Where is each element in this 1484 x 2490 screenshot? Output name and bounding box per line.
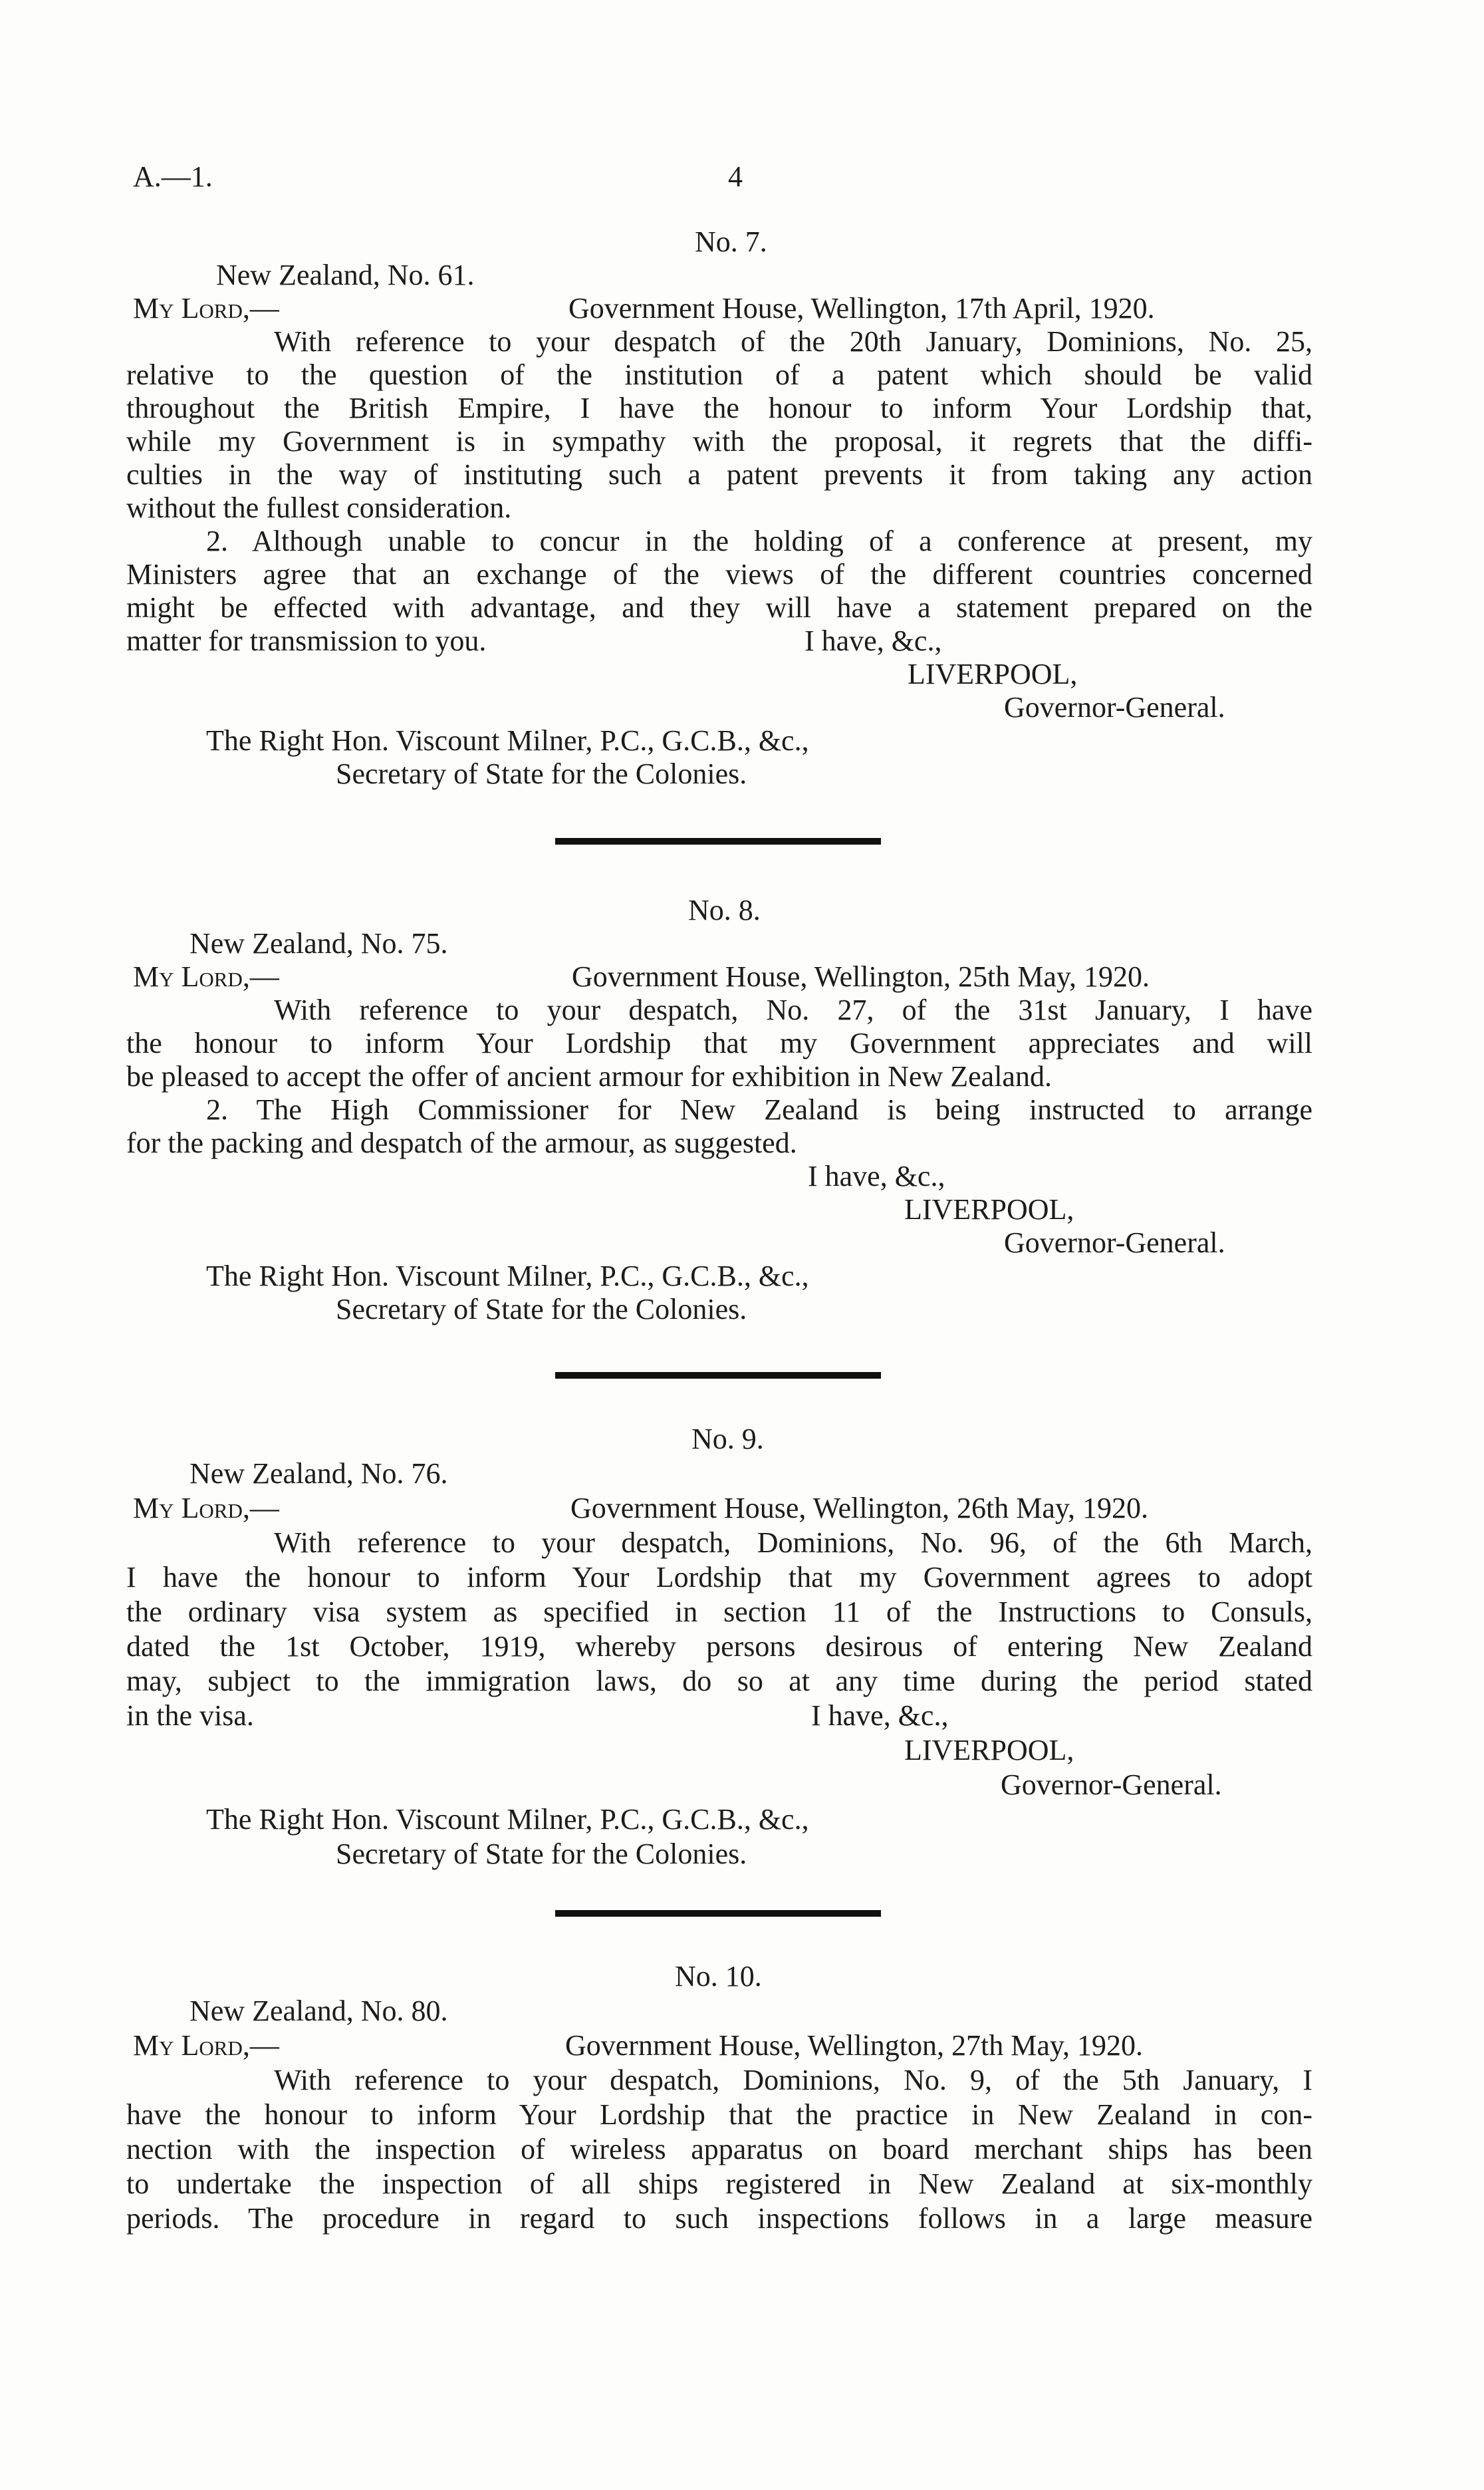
signatory-title: Governor-General. <box>1004 1226 1225 1259</box>
body-line: without the fullest consideration. <box>126 491 512 524</box>
salutation: My Lord,— <box>133 1492 279 1524</box>
body-line: Ministers agree that an exchange of the views of the different countries concerned <box>126 558 1312 591</box>
body-line: With reference to your despatch, Dominions, No. 9, of the 5th January, I <box>274 2064 1312 2096</box>
document-reference: A.—1. <box>133 160 213 193</box>
body-line: With reference to your despatch, Dominions, No. 96, of the 6th March, <box>274 1526 1312 1559</box>
section-divider <box>555 1372 881 1379</box>
signature: LIVERPOOL, <box>904 1193 1074 1226</box>
body-line: periods. The procedure in regard to such inspections follows in a large measure <box>126 2202 1312 2235</box>
letter-number: No. 7. <box>695 225 767 258</box>
letter-number: No. 10. <box>675 1960 762 1993</box>
body-line: 2. Although unable to concur in the holding of a conference at present, my <box>206 525 1312 557</box>
body-line: the honour to inform Your Lordship that my Government appreciates and will <box>126 1027 1312 1059</box>
addressee-title: Secretary of State for the Colonies. <box>336 758 747 790</box>
signature: LIVERPOOL, <box>904 1734 1074 1766</box>
body-line: the ordinary visa system as specified in section 11 of the Instructions to Consuls, <box>126 1595 1312 1628</box>
body-line: dated the 1st October, 1919, whereby persons desirous of entering New Zealand <box>126 1630 1312 1663</box>
body-line: while my Government is in sympathy with the proposal, it regrets that the diffi- <box>126 425 1312 458</box>
body-line: for the packing and despatch of the armour, as suggested. <box>126 1127 797 1159</box>
salutation: My Lord,— <box>133 960 279 993</box>
addressee: The Right Hon. Viscount Milner, P.C., G.C.B., &c., <box>206 1803 809 1836</box>
body-line: With reference to your despatch, No. 27, of the 31st January, I have <box>274 994 1312 1026</box>
signature: LIVERPOOL, <box>908 658 1078 690</box>
body-line: may, subject to the immigration laws, do so at any time during the period stated <box>126 1665 1312 1697</box>
place-date: Government House, Wellington, 17th April, 1920. <box>568 292 1155 325</box>
body-line: culties in the way of instituting such a patent prevents it from taking any action <box>126 458 1312 491</box>
salutation: My Lord,— <box>133 2029 279 2062</box>
body-line: in the visa. <box>126 1699 254 1732</box>
letter-number: No. 9. <box>691 1423 764 1455</box>
body-line: relative to the question of the institution of a patent which should be valid <box>126 358 1312 391</box>
closing: I have, &c., <box>808 1160 945 1192</box>
letter-reference: New Zealand, No. 61. <box>216 259 475 291</box>
signatory-title: Governor-General. <box>1004 691 1225 724</box>
body-line: might be effected with advantage, and they will have a statement prepared on the <box>126 591 1312 624</box>
addressee: The Right Hon. Viscount Milner, P.C., G.C.B., &c., <box>206 1260 809 1292</box>
body-line: to undertake the inspection of all ships registered in New Zealand at six-monthly <box>126 2167 1312 2200</box>
letter-reference: New Zealand, No. 76. <box>189 1457 448 1490</box>
addressee-title: Secretary of State for the Colonies. <box>336 1838 747 1870</box>
section-divider <box>555 838 881 845</box>
place-date: Government House, Wellington, 26th May, 1920. <box>570 1492 1149 1524</box>
closing: I have, &c., <box>804 624 942 657</box>
body-line: nection with the inspection of wireless apparatus on board merchant ships has been <box>126 2133 1312 2165</box>
letter-reference: New Zealand, No. 75. <box>189 927 448 960</box>
salutation: My Lord,— <box>133 292 279 325</box>
addressee-title: Secretary of State for the Colonies. <box>336 1293 747 1325</box>
body-line: have the honour to inform Your Lordship that the practice in New Zealand in con- <box>126 2098 1312 2131</box>
place-date: Government House, Wellington, 25th May, 1920. <box>572 960 1150 993</box>
addressee: The Right Hon. Viscount Milner, P.C., G.C.B., &c., <box>206 724 809 757</box>
body-line: I have the honour to inform Your Lordship that my Government agrees to adopt <box>126 1561 1312 1593</box>
body-line: be pleased to accept the offer of ancient armour for exhibition in New Zealand. <box>126 1060 1052 1093</box>
section-divider <box>555 1910 881 1917</box>
body-line: With reference to your despatch of the 20th January, Dominions, No. 25, <box>274 325 1312 358</box>
page-number: 4 <box>728 160 743 193</box>
place-date: Government House, Wellington, 27th May, 1920. <box>565 2029 1144 2062</box>
closing: I have, &c., <box>811 1699 949 1732</box>
letter-reference: New Zealand, No. 80. <box>189 1995 448 2027</box>
signatory-title: Governor-General. <box>1001 1768 1222 1801</box>
body-line: throughout the British Empire, I have the honour to inform Your Lordship that, <box>126 392 1312 424</box>
body-line: matter for transmission to you. <box>126 624 487 657</box>
body-line: 2. The High Commissioner for New Zealand is being instructed to arrange <box>206 1093 1312 1126</box>
letter-number: No. 8. <box>688 894 761 926</box>
